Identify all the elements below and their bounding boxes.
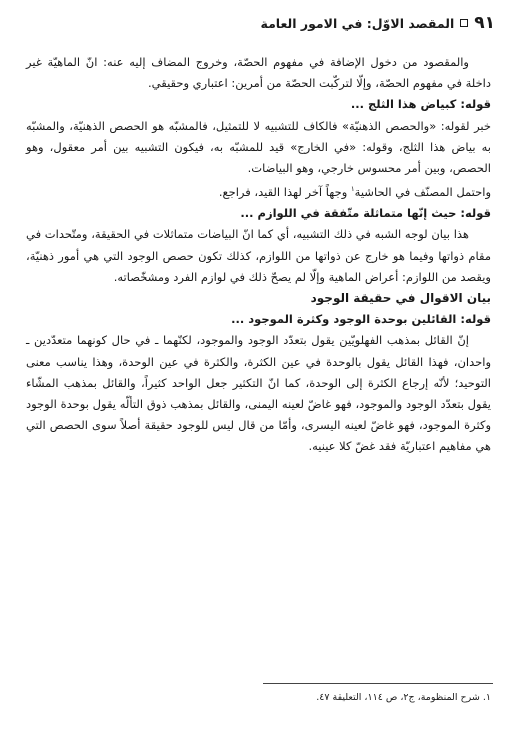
quote-heading-3: قوله: القائلين بوحدة الوجود وكثرة الموجود ... xyxy=(231,312,491,327)
main-text xyxy=(26,52,491,458)
quote-heading-2: قوله: حيث إنّها متماثلة متّفقة في اللوازم ... xyxy=(240,206,491,221)
paragraph-3: هذا بيان لوجه الشبه في ذلك التشبيه، أي كما انّ البياضات متماثلات في الحقيقة، ومتّحدات في مقام ذواتها وفيما هو خارج عن ذواتها من اللوازم، كذلك تكون حصص الوجود التي هي أمور ذهنيّة، ويقصد من اللوازم: أعراض الماهية وإلّا لم يصحّ ذلك في لوازم الفرد ومشخّصاته. xyxy=(26,227,491,284)
footnote: ١. شرح المنظومة، ج٢، ص ١١٤، التعليقة ٤٧. xyxy=(316,692,491,703)
footnote-divider xyxy=(263,683,493,684)
running-header xyxy=(22,10,495,36)
paragraph-2b-end: وجهاً آخر لهذا القيد، فراجع. xyxy=(218,185,351,200)
paragraph-2b xyxy=(26,179,491,203)
paragraph-4: إنّ القائل بمذهب الفهلويّين يقول بتعدّد الوجود والموجود، لكنّهما ـ في حال كونهما متعدّدين ـ واحدان، فهذا القائل يقول بالوحدة في عين الكثرة، والكثرة في عين الوحدة، وهذا يناسب معنى التوحيد؛ لأنّه إرجاع الكثرة إلى الوحدة، كما انّ التكثير جعل الواحد كثيراً، والقائل بمذهب المشّاء يقول بتعدّد الوجود والموجود، فهو غاضّ لعينه اليمنى، والقائل بمذهب ذوق التألّه يقول بوحدة الوجود وكثرة الموجود، فهو غاضّ لعينه اليسرى، وأمّا من قال ليس للوجود حقيقة أصلاً سوى الحصص التي هي مفاهيم اعتباريّة فقد غضّ كلا عينيه. xyxy=(26,333,491,454)
quote-heading-1: قوله: كبياض هذا الثلج ... xyxy=(350,97,491,112)
footnote-marker[interactable]: ١ xyxy=(350,185,355,194)
running-title: المقصد الاوّل: في الامور العامة xyxy=(260,15,455,31)
page-number: ٩١ xyxy=(474,13,495,33)
paragraph-2: خبر لقوله: «والحصص الذهنيّة» فالكاف للتشبيه لا للتمثيل، فالمشبّه هو الحصص الذهنيّة، والمشبّه به بياض هذا الثلج، وقوله: «في الخارج» قيد للمشبّه به، فيكون التشبيه بين أمر معقول، وهو الحصص، وبين أمر محسوس خارجي، وهو البياضات. xyxy=(26,118,491,176)
square-ornament-icon xyxy=(460,19,468,27)
paragraph-2b-start: واحتمل المصنّف في الحاشية xyxy=(354,185,491,200)
paragraph-1: والمقصود من دخول الإضافة في مفهوم الحصّة، وخروج المضاف إليه عنه: انّ الماهيّة غير داخلة في مفهوم الحصّة، وإلّا لتركّبت الحصّة من أمرين: اعتباري وحقيقي. xyxy=(26,55,491,91)
section-title: بيان الاقوال في حقيقة الوجود xyxy=(310,291,491,306)
